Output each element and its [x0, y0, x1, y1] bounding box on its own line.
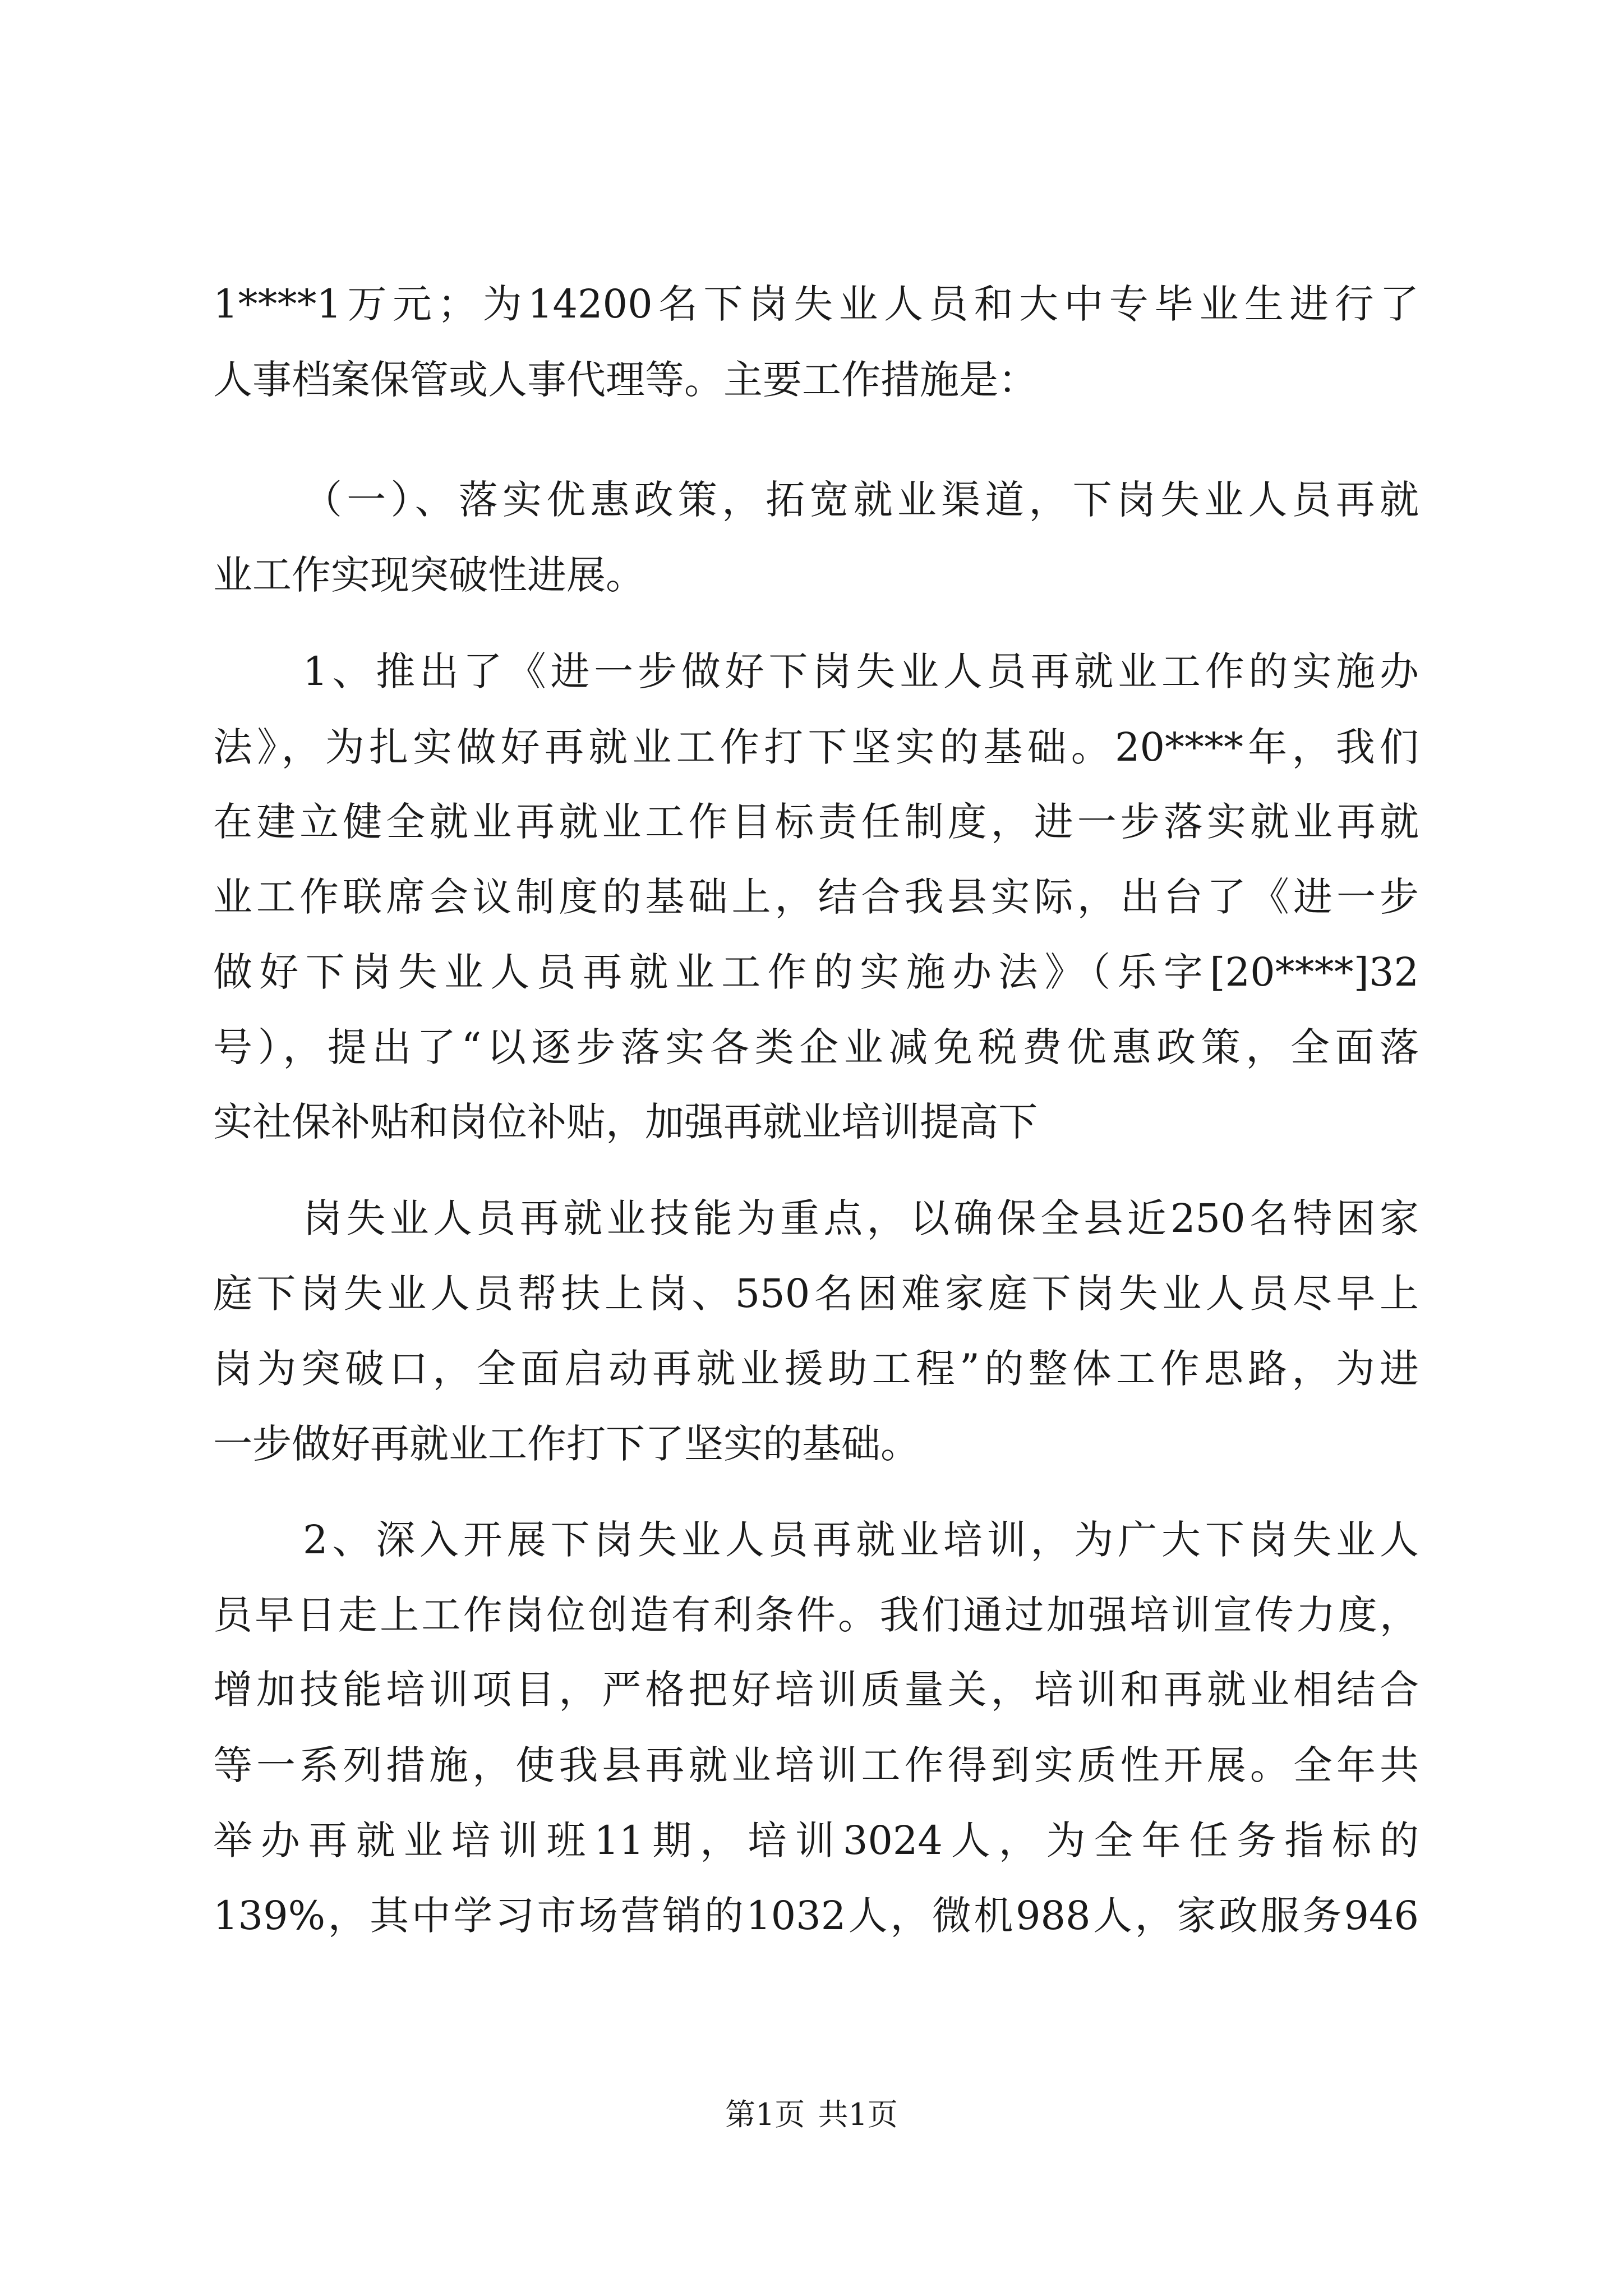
- text-line-10: 号），提出了“以逐步落实各类企业减免税费优惠政策，全面落: [213, 1024, 1419, 1070]
- text-line-2: 人事档案保管或人事代理等。主要工作措施是：: [213, 357, 1038, 403]
- text-line-6: 法》，为扎实做好再就业工作打下坚实的基础。20****年，我们: [213, 724, 1419, 770]
- text-line-4: 业工作实现突破性进展。: [213, 552, 645, 598]
- text-line-3: （一）、落实优惠政策，拓宽就业渠道，下岗失业人员再就: [303, 477, 1419, 523]
- text-line-9: 做好下岗失业人员再就业工作的实施办法》（乐字[20****]32: [213, 949, 1419, 995]
- text-line-7: 在建立健全就业再就业工作目标责任制度，进一步落实就业再就: [213, 799, 1419, 845]
- text-line-21: 139%，其中学习市场营销的1032人，微机988人，家政服务946: [213, 1893, 1419, 1939]
- page-footer: 第1页 共1页: [725, 2097, 898, 2132]
- text-line-19: 等一系列措施，使我县再就业培训工作得到实质性开展。全年共: [213, 1742, 1419, 1788]
- text-line-15: 一步做好再就业工作打下了坚实的基础。: [213, 1421, 920, 1467]
- text-line-14: 岗为突破口，全面启动再就业援助工程”的整体工作思路，为进: [213, 1346, 1419, 1392]
- text-line-18: 增加技能培训项目，严格把好培训质量关，培训和再就业相结合: [213, 1667, 1419, 1713]
- text-line-8: 业工作联席会议制度的基础上，结合我县实际，出台了《进一步: [213, 874, 1419, 920]
- text-line-17: 员早日走上工作岗位创造有利条件。我们通过加强培训宣传力度，: [213, 1592, 1419, 1638]
- text-line-16: 2、深入开展下岗失业人员再就业培训，为广大下岗失业人: [303, 1517, 1419, 1563]
- text-line-12: 岗失业人员再就业技能为重点，以确保全县近250名特困家: [303, 1195, 1419, 1241]
- text-line-5: 1、推出了《进一步做好下岗失业人员再就业工作的实施办: [303, 648, 1419, 694]
- text-line-1: 1****1万元；为14200名下岗失业人员和大中专毕业生进行了: [213, 281, 1419, 327]
- text-line-13: 庭下岗失业人员帮扶上岗、550名困难家庭下岗失业人员尽早上: [213, 1271, 1419, 1317]
- text-line-11: 实社保补贴和岗位补贴，加强再就业培训提高下: [213, 1099, 1038, 1145]
- text-line-20: 举办再就业培训班11期，培训3024人，为全年任务指标的: [213, 1818, 1419, 1864]
